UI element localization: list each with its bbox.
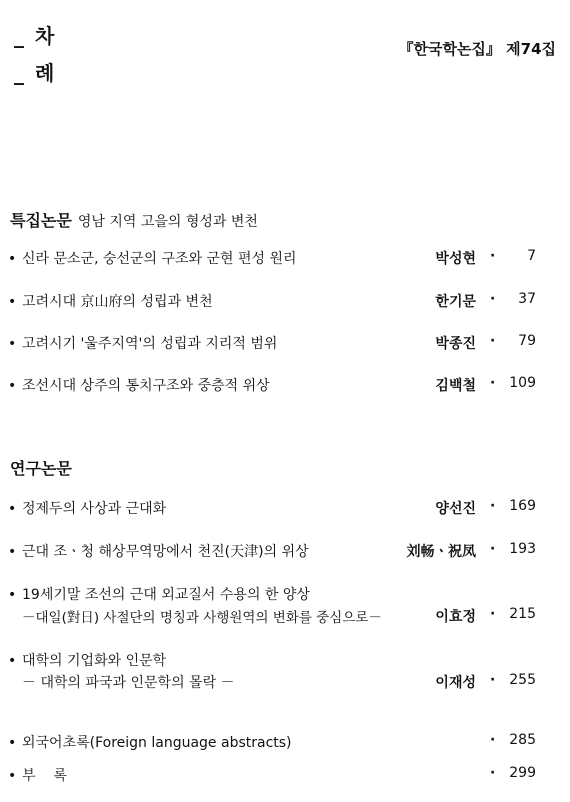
entry-subtitle: － 대학의 파국과 인문학의 몰락 － bbox=[22, 675, 235, 691]
entry-author: 이효정 bbox=[435, 609, 476, 625]
entry-author: 한기문 bbox=[435, 294, 476, 310]
toc-heading-line2: _ 례 bbox=[14, 61, 57, 85]
bullet-icon: • bbox=[8, 735, 17, 751]
toc-entry[interactable] bbox=[8, 498, 166, 518]
toc-entry[interactable] bbox=[8, 291, 213, 311]
bullet-icon: • bbox=[8, 768, 17, 784]
separator-dot: · bbox=[490, 498, 496, 514]
entry-author: 김백철 bbox=[435, 378, 476, 394]
toc-entry[interactable] bbox=[8, 541, 309, 561]
separator-dot: · bbox=[490, 248, 496, 264]
journal-title: 『한국학논집』 제74집 bbox=[398, 40, 556, 58]
special-section-subtitle: 영남 지역 고을의 형성과 변천 bbox=[77, 214, 258, 230]
toc-entry[interactable] bbox=[8, 248, 297, 268]
separator-dot: · bbox=[490, 541, 496, 557]
bullet-icon: • bbox=[8, 251, 17, 267]
separator-dot: · bbox=[490, 291, 496, 307]
bullet-icon: • bbox=[8, 294, 17, 310]
bullet-icon: • bbox=[8, 544, 17, 560]
bullet-icon: • bbox=[8, 501, 17, 517]
entry-page: 285 bbox=[509, 732, 536, 748]
toc-entry[interactable] bbox=[8, 584, 310, 604]
entry-page: 79 bbox=[518, 333, 536, 349]
entry-title: 고려시기 '울주지역'의 성립과 지리적 범위 bbox=[22, 336, 278, 352]
special-section-heading bbox=[10, 208, 258, 231]
entry-page: 215 bbox=[509, 606, 536, 622]
entry-author: 양선진 bbox=[435, 501, 476, 517]
bullet-icon: • bbox=[8, 653, 17, 669]
entry-title: 고려시대 京山府의 성립과 변천 bbox=[22, 294, 213, 310]
entry-author: 박종진 bbox=[435, 336, 476, 352]
entry-page: 193 bbox=[509, 541, 536, 557]
research-section-title: 연구논문 bbox=[10, 459, 72, 478]
toc-entry[interactable] bbox=[8, 333, 277, 353]
entry-title: 대학의 기업화와 인문학 bbox=[22, 653, 167, 669]
entry-author: 박성현 bbox=[435, 251, 476, 267]
bullet-icon: • bbox=[8, 378, 17, 394]
toc-entry[interactable] bbox=[8, 765, 67, 785]
entry-title: 신라 문소군, 숭선군의 구조와 군현 편성 원리 bbox=[22, 251, 297, 267]
toc-entry[interactable] bbox=[8, 650, 166, 670]
entry-page: 255 bbox=[509, 672, 536, 688]
entry-page: 37 bbox=[518, 291, 536, 307]
entry-title: 조선시대 상주의 통치구조와 중층적 위상 bbox=[22, 378, 270, 394]
entry-page: 169 bbox=[509, 498, 536, 514]
toc-entry[interactable] bbox=[8, 375, 270, 395]
entry-subtitle: －대일(對日) 사절단의 명칭과 사행원역의 변화를 중심으로－ bbox=[22, 610, 382, 626]
separator-dot: · bbox=[490, 375, 496, 391]
entry-title: 부 록 bbox=[22, 768, 67, 784]
entry-title: 정제두의 사상과 근대화 bbox=[22, 501, 167, 517]
entry-title: 근대 조ㆍ청 해상무역망에서 천진(天津)의 위상 bbox=[22, 544, 309, 560]
toc-heading-line1: _ 차 bbox=[14, 24, 57, 48]
entry-page: 109 bbox=[509, 375, 536, 391]
entry-title: 외국어초록(Foreign language abstracts) bbox=[22, 735, 292, 751]
bullet-icon: • bbox=[8, 336, 17, 352]
separator-dot: · bbox=[490, 333, 496, 349]
bullet-icon: • bbox=[8, 587, 17, 603]
entry-page: 7 bbox=[527, 248, 536, 264]
entry-author: 이재성 bbox=[435, 675, 476, 691]
entry-title: 19세기말 조선의 근대 외교질서 수용의 한 양상 bbox=[22, 587, 310, 603]
special-section-title: 특집논문 bbox=[10, 211, 72, 230]
entry-author: 刘畅ㆍ祝凤 bbox=[406, 544, 476, 560]
separator-dot: · bbox=[490, 765, 496, 781]
separator-dot: · bbox=[490, 672, 496, 688]
separator-dot: · bbox=[490, 732, 496, 748]
entry-page: 299 bbox=[509, 765, 536, 781]
toc-entry[interactable] bbox=[8, 732, 292, 752]
separator-dot: · bbox=[490, 606, 496, 622]
